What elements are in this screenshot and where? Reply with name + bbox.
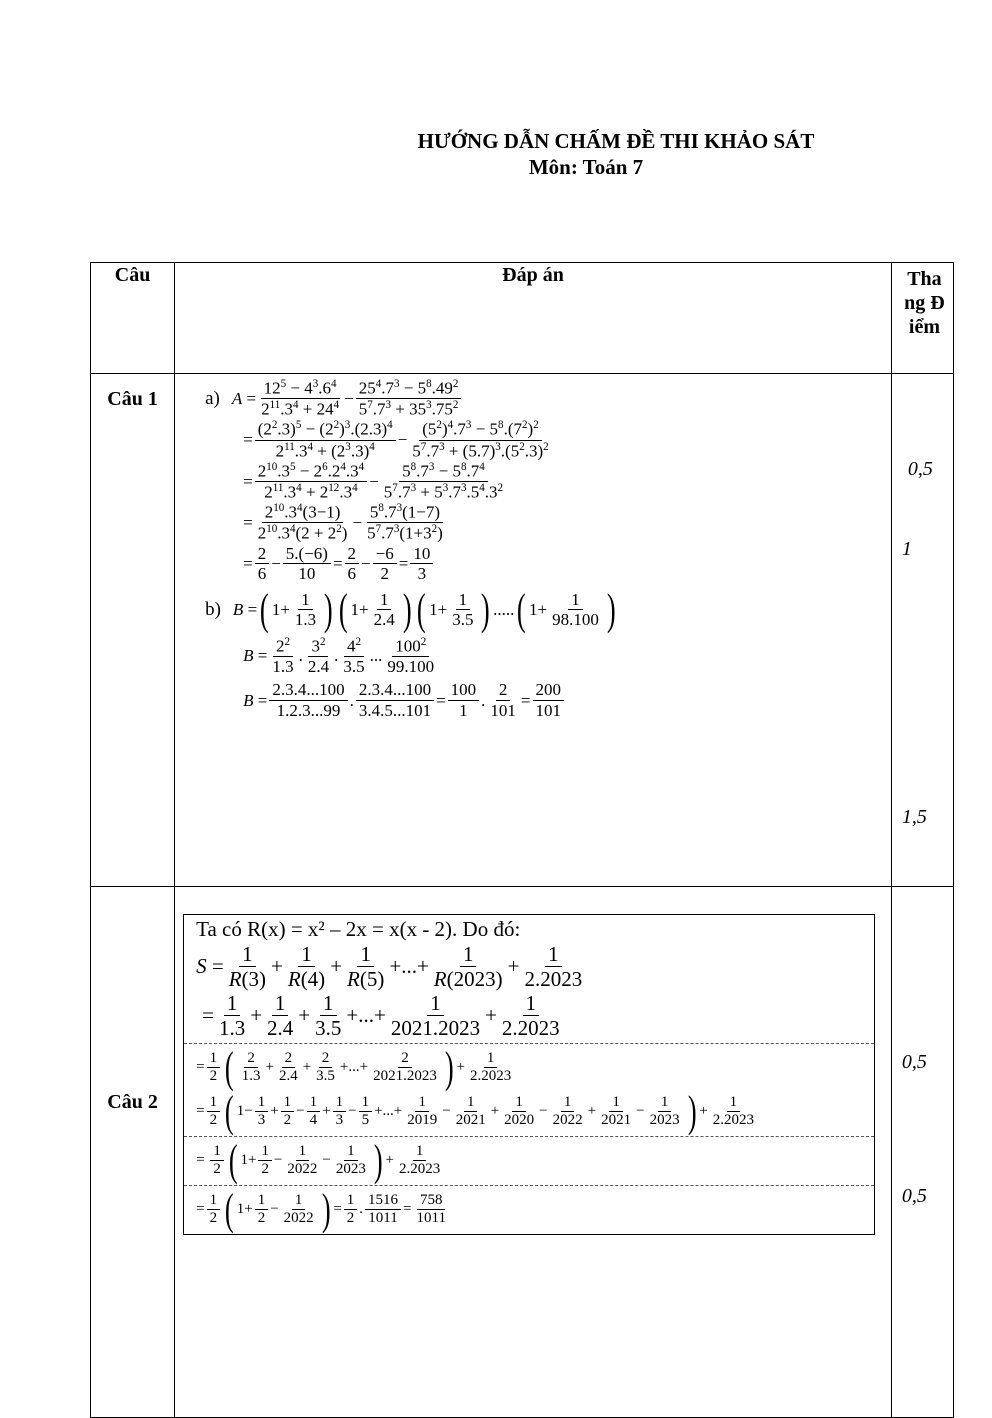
cau-label: Câu 2 [91,887,175,1418]
formula-line: = $\frac{1}{2}$ ( $\frac{2}{1.3}$ + $\frac{2}{2.4}$ + $\frac{2}{3.5}$ +...+ $\frac{2}{2021.2023}$ ) + $\frac{1}{2.2023}$ [196,1042,512,1092]
cau-label: Câu 1 [91,374,175,887]
title-line: HƯỚNG DẪN CHẤM ĐỀ THI KHẢO SÁT [417,129,815,153]
cau2-solution-box [183,914,875,1235]
score-cell [891,887,953,1418]
formula-line: S = $\frac{1}{R(3)}$ + $\frac{1}{R(4)}$ + $\frac{1}{R(5)}$ +...+ $\frac{1}{R(2023)}$ + $\frac{1}{2.2023}$ [196,942,583,992]
formula-line: = $\frac{1}{2}$ ( 1+ $\frac{1}{2}$ − $\frac{1}{2022}$ − $\frac{1}{2023}$ ) + $\frac{1}{2.2023}$ [196,1135,441,1185]
formula-line: b) B = ( 1+ $\frac{1}{1.3}$ ) ( 1+ $\frac{1}{2.4}$ ) ( 1+ $\frac{1}{3.5}$ ) ..... ( 1+ $\frac{1}{98.100}$ ) [205,584,616,634]
score-value: 0,5 [901,1051,927,1073]
score-cell [891,374,953,887]
table-row [91,887,954,1418]
formula-line: = $\frac{(2^2.3)^5 - (2^2)^3.(2.3)^4}{2^{11}.3^4 + (2^3.3)^4}$ − $\frac{(5^2)^4.7^3 - 5^8.(7^2)^2}{5^7.7^3 + (5.7)^3.(5^2.3)^2}$ [243,419,549,461]
solution-segment [184,1043,874,1136]
grading-table [90,262,954,1418]
formula-line: B = $\frac{2.3.4...100}{1.2.3...99}$ . $\frac{2.3.4...100}{3.4.5...101}$ = $\frac{100}{1}$ . $\frac{2}{101}$ = $\frac{200}{101}$ [205,680,891,720]
cau1-solution [175,374,891,721]
header-diem: Thang Điểm [891,263,953,374]
formula-line: = $\frac{2^{10}.3^4(3-1)}{2^{10}.3^4(2 + 2^2)}$ − $\frac{5^8.7^3(1-7)}{5^7.7^3(1+3^2)}$ [243,502,443,544]
solution-segment [184,915,874,1043]
formula-line: = $\frac{2^{10}.3^5 - 2^6.2^4.3^4}{2^{11}.3^4 + 2^{12}.3^4}$ − $\frac{5^8.7^3 - 5^8.7^4}{5^7.7^3 + 5^3.7^3.5^4.3^2}$ [243,460,504,502]
formula-line: B = $\frac{2^2}{1.3}$ . $\frac{3^2}{2.4}$ . $\frac{4^2}{3.5}$ ... $\frac{100^2}{99.100}$ [243,635,435,676]
table-header-row [91,263,954,374]
formula-line: a) A = $\frac{12^5 - 4^3.6^4}{2^{11}.3^4 + 24^4}$ − $\frac{25^4.7^3 - 5^8.49^2}{5^7.7^3 + 35^3.75^2}$ [205,378,891,419]
score-value: 0,5 [901,1185,927,1207]
intro-text: Ta có R(x) = x² – 2x = x(x - 2). Do đó: [196,917,521,941]
subtitle-line: Môn: Toán 7 [528,155,644,179]
formula-line: = $\frac{1}{2}$ ( 1+ $\frac{1}{2}$ − $\frac{1}{2022}$ ) = $\frac{1}{2}$ . $\frac{1516}{1011}$ = $\frac{758}{1011}$ [196,1184,446,1234]
formula-line: = $\frac{1}{1.3}$ + $\frac{1}{2.4}$ + $\frac{1}{3.5}$ +...+ $\frac{1}{2021.2023}$ + $\frac{1}{2.2023}$ [202,991,560,1041]
answer-cell [175,374,892,887]
document-title [0,128,992,180]
formula-line: = $\frac{1}{2}$ ( 1− $\frac{1}{3}$ + $\frac{1}{2}$ − $\frac{1}{4}$ + $\frac{1}{3}$ − $\frac{1}{5}$ +...+ $\frac{1}{2019}$ − $\frac{1}{2021}$ + $\frac{1}{2020}$ − $\frac{1}{2022}$ + $\frac{1}{2021}$ − $\frac{1}{2023}$ ) + $\frac{1}{2.2023}$ [196,1086,754,1136]
score-value: 1,5 [901,806,927,828]
table-row [91,374,954,887]
score-value: 0,5 [907,458,933,480]
header-dapan: Đáp án [175,263,892,374]
score-value: 1 [901,538,912,560]
formula-line: = $\frac{2}{6}$ − $\frac{5.(-6)}{10}$ = $\frac{2}{6}$ − $\frac{-6}{2}$ = $\frac{10}{3}$ [205,544,891,584]
solution-segment [184,1136,874,1185]
solution-segment [184,1185,874,1234]
header-cau: Câu [91,263,175,374]
answer-cell [175,887,892,1418]
